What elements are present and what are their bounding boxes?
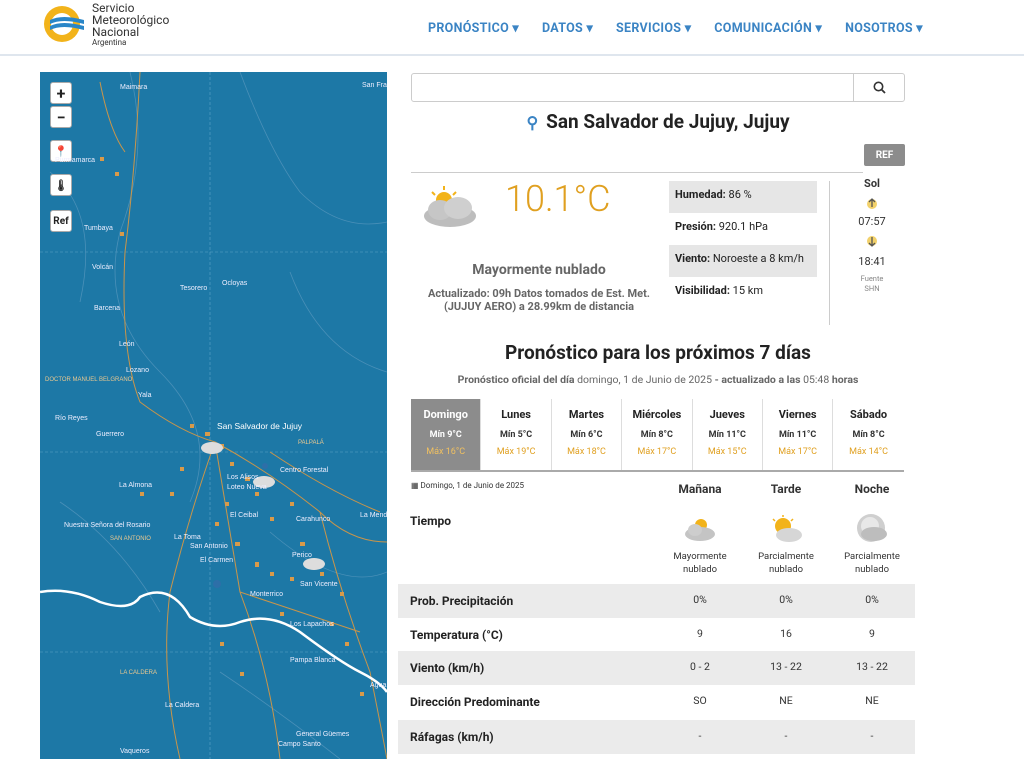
logo-text xyxy=(92,2,169,47)
tab-lunes[interactable]: Lunes Mín 5°C Máx 19°C xyxy=(481,399,551,470)
tab-jueves[interactable]: Jueves Mín 11°C Máx 15°C xyxy=(693,399,763,470)
sunrise-icon xyxy=(863,194,881,210)
map-label: La Toma xyxy=(174,534,201,541)
table-row: Dirección Predominante SO NE NE xyxy=(410,694,879,709)
tiempo-label: Tiempo xyxy=(410,514,452,528)
period-night: Noche xyxy=(854,482,890,496)
current-description: Mayormente nublado xyxy=(472,262,606,278)
map-label: Los Alisos xyxy=(227,474,259,481)
map-label: Pampa Blanca xyxy=(290,657,336,664)
table-row: Prob. Precipitación 0% 0% 0% xyxy=(398,584,915,618)
tab-martes[interactable]: Martes Mín 6°C Máx 18°C xyxy=(552,399,622,470)
map-label: La Caldera xyxy=(165,702,200,709)
smn-logo[interactable] xyxy=(40,2,190,46)
weather-afternoon: Parcialmente nublado xyxy=(743,512,829,576)
param-pressure: Presión: 920.1 hPa xyxy=(675,220,769,233)
map-label: Vaqueros xyxy=(120,748,150,755)
tab-domingo[interactable]: Domingo Mín 9°C Máx 16°C xyxy=(411,399,481,470)
map-label: Agua xyxy=(370,682,387,689)
top-navbar xyxy=(0,0,1024,56)
mostly-cloudy-icon xyxy=(418,186,480,230)
map-label: Yala xyxy=(138,392,152,399)
forecast-subtitle: Pronóstico oficial del día domingo, 1 de Junio de 2025 - actualizado a las 05:48 horas xyxy=(457,373,859,386)
map-label: La Almona xyxy=(119,482,153,489)
sun-source: Fuente SHN xyxy=(860,274,884,293)
map-label: Lozano xyxy=(126,367,149,374)
map-label: San Salvador de Jujuy xyxy=(217,421,303,431)
divider xyxy=(829,181,830,325)
search-button[interactable] xyxy=(853,74,904,101)
mostly-cloudy-icon xyxy=(683,516,717,542)
calendar-icon: ▦ xyxy=(411,481,419,490)
nav-nosotros[interactable]: NOSOTROS ▾ xyxy=(845,21,923,36)
map-label: Volcán xyxy=(92,264,114,271)
location-title xyxy=(411,110,905,133)
brand-line4: Argentina xyxy=(92,38,127,47)
table-row: Temperatura (°C) 9 16 9 xyxy=(410,627,875,642)
partly-cloudy-night-icon xyxy=(855,514,889,544)
map-label: Centro Forestal xyxy=(280,467,329,474)
map-label: Monterrico xyxy=(250,591,284,598)
tab-miercoles[interactable]: Miércoles Mín 8°C Máx 17°C xyxy=(622,399,692,470)
map-label: Tesorero xyxy=(180,285,208,292)
map-label: Río Reyes xyxy=(55,415,88,422)
map-label: La Mend xyxy=(360,512,387,519)
current-updated-note: Actualizado: 09h Datos tomados de Est. Met. (JUJUY AERO) a 28.99km de distancia xyxy=(428,287,650,313)
period-morning: Mañana xyxy=(678,482,722,496)
sunset-time: 18:41 xyxy=(858,255,886,268)
map-label: San Antonio xyxy=(190,543,228,550)
forecast-day-tabs xyxy=(411,399,904,472)
nav-datos[interactable]: DATOS ▾ xyxy=(542,21,594,36)
sun-panel xyxy=(840,177,904,294)
search-icon xyxy=(873,81,886,94)
map-label: León xyxy=(119,341,135,348)
zoom-in-button[interactable]: + xyxy=(50,82,72,104)
param-visibility: Visibilidad: 15 km xyxy=(675,284,763,297)
map-label: SAN ANTONIO xyxy=(110,536,151,542)
map-pin-icon: 📍 xyxy=(54,144,68,158)
tab-sabado[interactable]: Sábado Mín 8°C Máx 14°C xyxy=(849,408,888,457)
map-label: Carahunco xyxy=(296,516,331,523)
map-pin-icon: ⚲ xyxy=(526,113,539,132)
map-label: DOCTOR MANUEL BELGRANO xyxy=(45,377,133,383)
map-label: Loteo Nueva xyxy=(227,484,267,491)
brand-line1: Servicio xyxy=(92,1,135,15)
nav-servicios[interactable]: SERVICIOS ▾ xyxy=(616,21,692,36)
nav-comunicacion[interactable]: COMUNICACIÓN ▾ xyxy=(714,21,823,36)
weather-map[interactable] xyxy=(40,72,387,759)
ref-map-button[interactable]: Ref xyxy=(50,210,72,232)
map-label: Campo Santo xyxy=(278,741,321,748)
param-humidity: Humedad: 86 % xyxy=(669,181,817,213)
search-input[interactable] xyxy=(412,74,853,101)
map-label: Nuestra Señora del Rosario xyxy=(64,522,151,529)
map-label: Ocloyas xyxy=(222,280,248,287)
sun-title: Sol xyxy=(864,177,880,190)
map-label: El Carmen xyxy=(200,557,234,564)
map-label: Barcena xyxy=(94,305,121,312)
sunrise-time: 07:57 xyxy=(858,215,886,228)
param-wind: Viento: Noroeste a 8 km/h xyxy=(669,245,817,277)
map-label: General Güemes xyxy=(296,731,350,738)
weather-morning: Mayormente nublado xyxy=(657,512,743,576)
map-label: PALPALÁ xyxy=(298,440,324,446)
forecast-title: Pronóstico para los próximos 7 días xyxy=(505,341,811,364)
location-search xyxy=(411,73,905,102)
period-afternoon: Tarde xyxy=(770,482,802,496)
map-label: Perico xyxy=(292,552,312,559)
brand-line2: Meteorológico xyxy=(92,13,170,27)
map-label: San Fra xyxy=(362,82,387,89)
thermometer-button[interactable] xyxy=(50,174,72,196)
nav-pronostico[interactable]: PRONÓSTICO ▾ xyxy=(428,21,519,36)
zoom-out-button[interactable]: − xyxy=(50,106,72,128)
smn-logo-icon xyxy=(42,4,86,44)
map-background xyxy=(40,72,387,759)
map-label: LA CALDERA xyxy=(120,670,158,676)
map-label: El Ceibal xyxy=(230,512,259,519)
current-temperature: 10.1°C xyxy=(505,178,611,220)
brand-line3: Nacional xyxy=(92,25,140,39)
partly-cloudy-icon xyxy=(769,515,803,543)
main-nav xyxy=(428,20,946,36)
table-row: Ráfagas (km/h) - - - xyxy=(398,720,915,754)
map-label: San Vicente xyxy=(300,581,338,588)
forecast-date: ▦ Domingo, 1 de Junio de 2025 xyxy=(411,481,525,490)
ref-button[interactable]: REF xyxy=(864,144,905,166)
weather-night: Parcialmente nublado xyxy=(829,512,915,576)
thermometer-icon: 🌡 xyxy=(54,178,68,192)
map-label: Purmamarca xyxy=(55,157,96,164)
tab-viernes[interactable]: Viernes Mín 11°C Máx 17°C xyxy=(763,399,833,470)
location-name: San Salvador de Jujuy, Jujuy xyxy=(546,110,790,133)
divider xyxy=(411,172,863,173)
map-label: Los Lapachos xyxy=(290,621,334,628)
table-row: Viento (km/h) 0 - 2 13 - 22 13 - 22 xyxy=(398,651,915,685)
sunset-icon xyxy=(863,234,881,250)
map-cloud-markers xyxy=(201,442,325,570)
map-label: Guerrero xyxy=(96,431,125,438)
map-label: Maimara xyxy=(120,84,148,91)
map-label: Tumbaya xyxy=(84,225,113,232)
current-params xyxy=(669,181,817,309)
